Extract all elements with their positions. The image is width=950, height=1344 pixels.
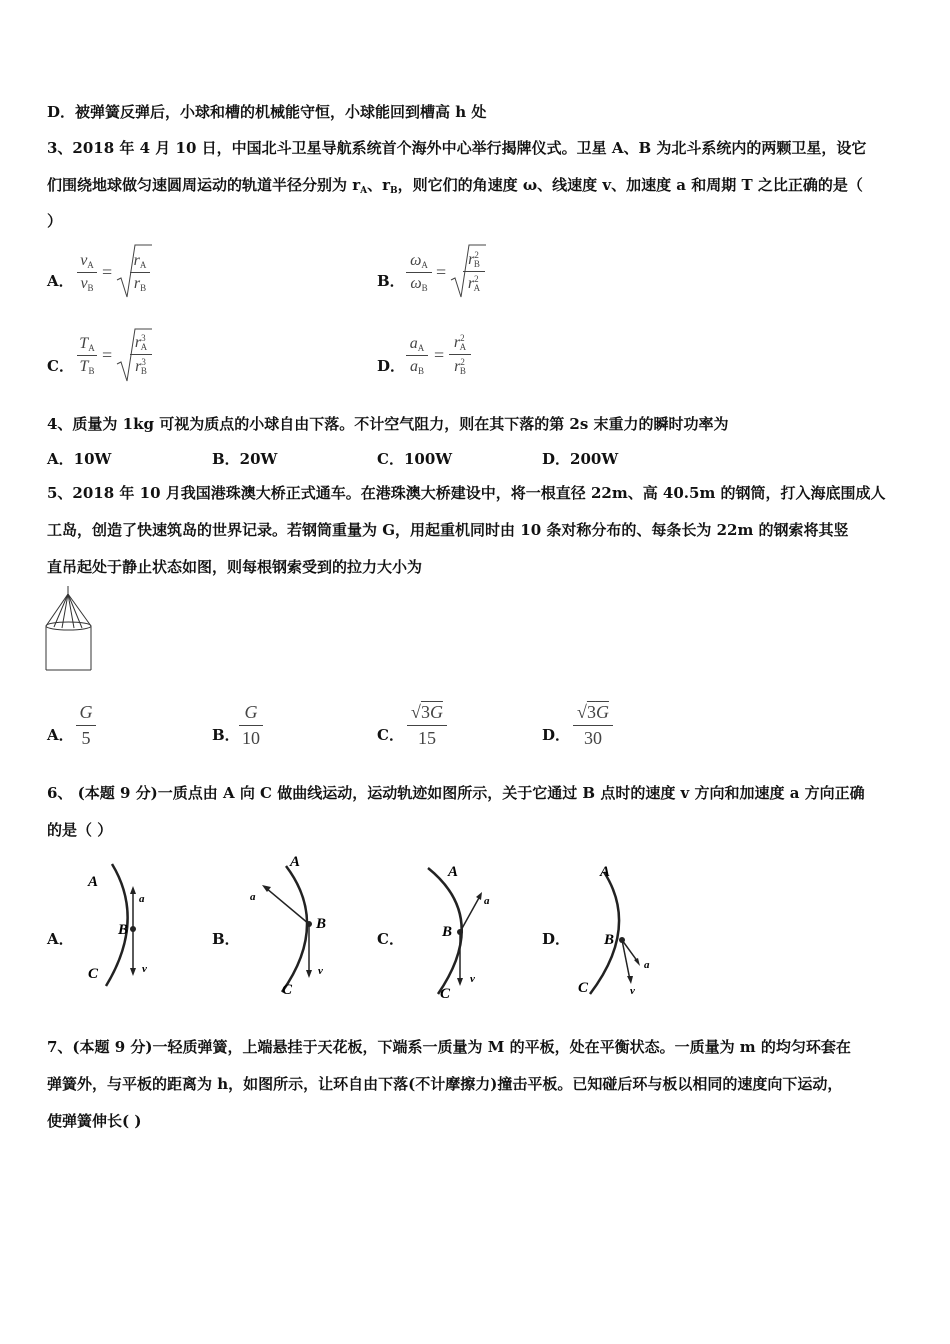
q6-figure-b [248,852,338,997]
q6-d-label-vel: v [630,985,635,997]
q5-stem-line3: 直吊起处于静止状态如图，则每根钢索受到的拉力大小为 [47,558,423,576]
q6-a-label-acc: a [139,893,145,905]
q4-stem: 4、质量为 1kg 可视为质点的小球自由下落。不计空气阻力，则在其下落的第 2s 末重力的瞬时功率为 [47,415,729,433]
q3-d-lhs: $a_A$ $a_B$ [406,335,428,376]
q4-option-d: D．200W [542,450,619,468]
q3-option-b-label: B． [377,272,405,290]
q6-d-label-acc: a [644,959,650,971]
q6-c-label-vel: v [470,973,475,985]
q3-c-lhs: $T_A$ $T_B$ [77,335,97,376]
q5-b-fraction: G 10 [239,702,263,749]
q6-a-label-C: C [88,966,99,982]
q6-figure-a [84,860,164,990]
q7-stem-line3: 使弹簧伸长( ) [47,1112,142,1130]
q6-a-label-B: B [118,922,129,938]
q3-b-equals: = [436,262,447,282]
q5-stem-line1: 5、2018 年 10 月我国港珠澳大桥正式通车。在港珠澳大桥建设中，将一根直径 22m、高 40.5m 的钢筒，打入海底围成人 [47,484,886,502]
q5-option-b-label: B． [212,726,240,744]
q5-c-fraction: $√3\overline{G}$ 15 [407,702,447,749]
q3-a-rhs: $r_A$ $r_B$ [130,252,150,293]
q6-option-d-label: D． [542,930,571,948]
q5-option-d-label: D． [542,726,571,744]
q6-c-label-B: B [442,924,453,940]
q6-b-label-C: C [282,982,293,998]
q6-a-label-A: A [88,874,99,890]
q6-b-label-B: B [316,916,327,932]
q3-a-lhs: $v_A$ $v_B$ [77,252,97,293]
q3-c-rhs: $r^3_A$ $r^3_B$ [130,333,152,376]
q3-stem-line2: 们围绕地球做匀速圆周运动的轨道半径分别为 $r_A$、$r_B$，则它们的角速度 ω、线速度 v、加速度 a 和周期 T 之比正确的是（ [47,176,863,196]
q6-b-label-A: A [290,854,301,870]
q6-option-c-label: C． [377,930,404,948]
q4-option-a: A．10W [47,450,112,468]
q6-d-label-C: C [578,980,589,996]
q6-stem-line2: 的是（ ） [47,821,113,839]
q5-a-fraction: G 5 [76,702,96,749]
q3-option-a-label: A． [47,272,74,290]
q6-option-a-label: A． [47,930,74,948]
q6-c-label-A: A [448,864,459,880]
q3-b-rhs: $r^2_B$ $r^2_A$ [463,250,485,293]
steel-cylinder-figure [44,584,94,674]
q3-stem-line1: 3、2018 年 4 月 10 日，中国北斗卫星导航系统首个海外中心举行揭牌仪式。卫星 A、B 为北斗系统内的两颗卫星，设它 [47,139,867,157]
q6-a-label-vel: v [142,963,147,975]
q5-stem-line2: 工岛，创造了快速筑岛的世界记录。若钢筒重量为 G，用起重机同时由 10 条对称分布的、每条长为 22m 的钢索将其竖 [47,521,849,539]
q3-option-d-label: D． [377,357,406,375]
q6-figure-c [418,858,508,1000]
q3-a-equals: = [102,262,113,282]
q5-option-a-label: A． [47,726,74,744]
q6-d-label-B: B [604,932,615,948]
q7-stem-line1: 7、(本题 9 分)一轻质弹簧，上端悬挂于天花板，下端系一质量为 M 的平板，处在平衡状态。一质量为 m 的均匀环套在 [47,1038,851,1056]
q3-stem-line3: ） [47,212,63,230]
q7-stem-line2: 弹簧外，与平板的距离为 h，如图所示，让环自由下落(不计摩擦力)撞击平板。已知碰后环与板以相同的速度向下运动， [47,1075,843,1093]
q3-b-lhs: $\omega_A$ $\omega_B$ [406,252,432,293]
q6-c-label-C: C [440,986,451,1002]
q6-d-label-A: A [600,864,611,880]
q5-option-c-label: C． [377,726,404,744]
q6-b-label-vel: v [318,965,323,977]
q6-option-b-label: B． [212,930,240,948]
q3-c-equals: = [102,345,113,365]
q3-d-equals: = [434,345,445,365]
q5-d-fraction: $√3\overline{G}$ 30 [573,702,613,749]
q3-d-rhs: $r^2_A$ $r^2_B$ [449,333,471,376]
q2-option-d: D．被弹簧反弹后，小球和槽的机械能守恒，小球能回到槽高 h 处 [47,103,487,121]
q4-option-c: C．100W [377,450,453,468]
q6-stem-line1: 6、 (本题 9 分)一质点由 A 向 C 做曲线运动，运动轨迹如图所示，关于它通过 B 点时的速度 v 方向和加速度 a 方向正确 [47,784,865,802]
q6-c-label-acc: a [484,895,490,907]
q6-figure-d [574,858,664,1000]
q3-option-c-label: C． [47,357,74,375]
q4-option-b: B．20W [212,450,278,468]
q6-b-label-acc: a [250,891,256,903]
